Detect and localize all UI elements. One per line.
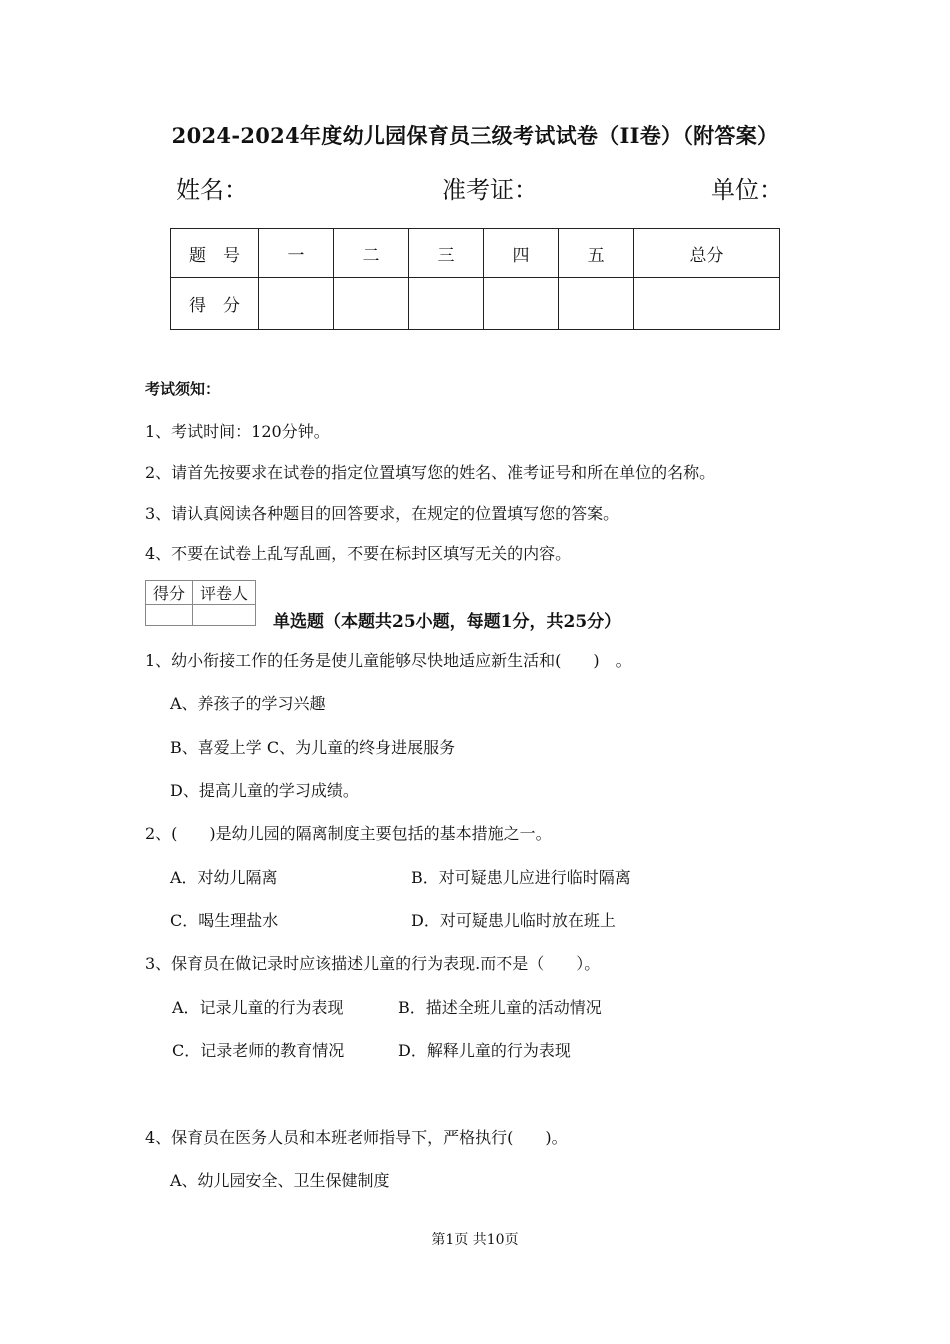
score-cell-3[interactable] [409,278,484,330]
score-table-col-2: 二 [334,229,409,278]
question-option: B．描述全班儿童的活动情况 [398,998,602,1017]
question-option: C．喝生理盐水 [170,911,279,930]
unit-field-label: 单位： [711,176,783,204]
notice-item: 4、不要在试卷上乱写乱画，不要在标封区填写无关的内容。 [145,544,572,563]
page-footer: 第1页 共10页 [431,1232,519,1248]
question-option: A．对幼儿隔离 [170,868,278,887]
grader-box-score-cell[interactable] [146,605,193,626]
question-option: D、提高儿童的学习成绩。 [170,781,359,800]
page-title: 2024-2024年度幼儿园保育员三级考试试卷（II卷）（附答案） [171,123,779,148]
question-option: B．对可疑患儿应进行临时隔离 [411,868,631,887]
section-title: 单选题（本题共25小题，每题1分，共25分） [273,612,622,632]
grader-box-grader-cell[interactable] [193,605,256,626]
notice-item: 3、请认真阅读各种题目的回答要求，在规定的位置填写您的答案。 [145,504,620,523]
score-table-col-1: 一 [259,229,334,278]
name-field-label: 姓名： [176,176,248,204]
notice-heading: 考试须知： [145,380,221,398]
question-option: A、养孩子的学习兴趣 [170,694,326,713]
question-option: B、喜爱上学 C、为儿童的终身进展服务 [170,738,456,757]
notice-item: 1、考试时间：120分钟。 [145,422,330,441]
question-stem: 1、幼小衔接工作的任务是使儿童能够尽快地适应新生活和( ) 。 [145,651,632,670]
notice-item: 2、请首先按要求在试卷的指定位置填写您的姓名、准考证号和所在单位的名称。 [145,463,716,482]
exam-id-field-label: 准考证： [442,176,538,204]
score-cell-total[interactable] [634,278,780,330]
question-option: D．解释儿童的行为表现 [398,1041,571,1060]
question-option: C．记录老师的教育情况 [172,1041,345,1060]
score-table-header-label: 题 号 [171,229,259,278]
score-cell-5[interactable] [559,278,634,330]
score-table-col-total: 总分 [634,229,780,278]
score-cell-4[interactable] [484,278,559,330]
grader-box [145,580,256,626]
score-table-header-row [171,229,780,278]
question-option: D．对可疑患儿临时放在班上 [411,911,616,930]
score-table [170,228,780,330]
score-table-col-4: 四 [484,229,559,278]
score-table-col-5: 五 [559,229,634,278]
grader-box-grader-label: 评卷人 [193,581,256,605]
score-table-score-row [171,278,780,330]
score-cell-1[interactable] [259,278,334,330]
score-cell-2[interactable] [334,278,409,330]
score-table-row-label: 得 分 [171,278,259,330]
question-stem: 3、保育员在做记录时应该描述儿童的行为表现.而不是（ ）。 [145,954,601,973]
grader-box-score-label: 得分 [146,581,193,605]
question-option: A．记录儿童的行为表现 [172,998,344,1017]
score-table-col-3: 三 [409,229,484,278]
question-stem: 4、保育员在医务人员和本班老师指导下，严格执行( )。 [145,1128,568,1147]
question-stem: 2、( )是幼儿园的隔离制度主要包括的基本措施之一。 [145,824,552,843]
question-option: A、幼儿园安全、卫生保健制度 [170,1171,390,1190]
